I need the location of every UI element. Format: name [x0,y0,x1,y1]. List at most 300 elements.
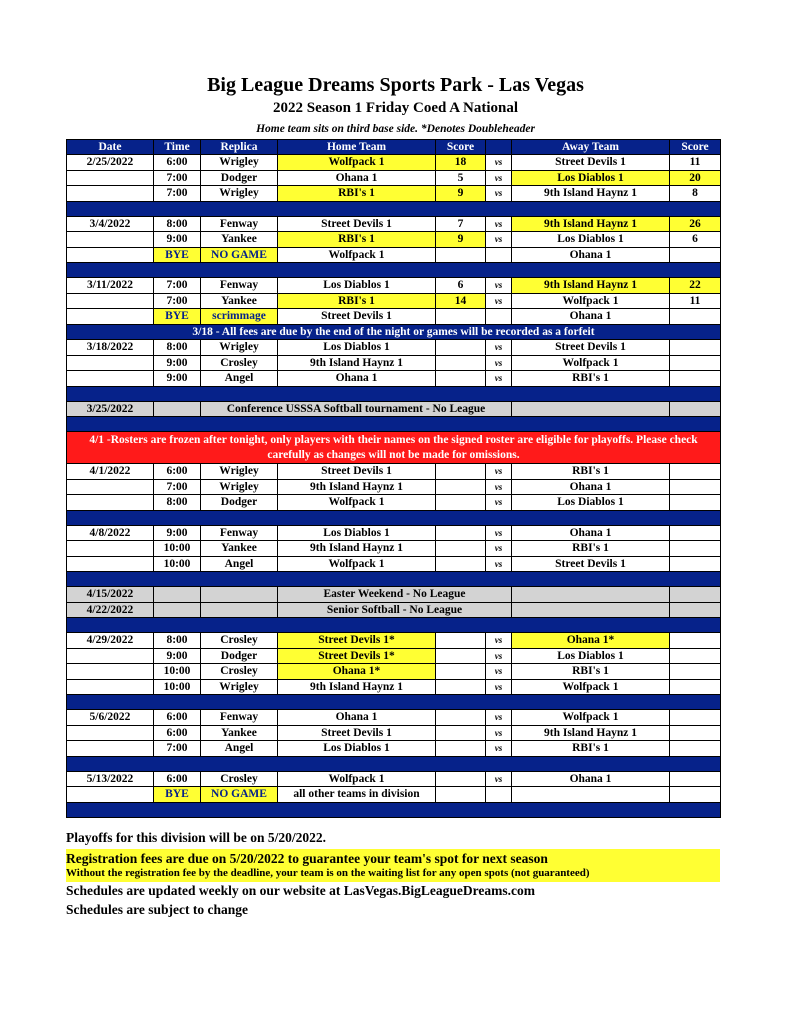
table-row [67,293,721,309]
home-team-cell: Los Diablos 1 [278,525,436,541]
page-subtitle: 2022 Season 1 Friday Coed A National [272,100,519,116]
separator-cell [67,263,721,278]
replica-cell: Yankee [201,725,278,741]
vs-cell: vs [486,371,512,387]
notice-text: 3/18 - All fees are due by the end of the night or games will be recorded as a forfeit [67,324,721,340]
away-team-cell: Los Diablos 1 [512,495,670,511]
away-score-cell [670,648,721,664]
date-cell [67,293,154,309]
table-row [67,710,721,726]
column-header: Away Team [512,140,670,155]
empty-cell [154,587,201,603]
away-score-cell: 22 [670,278,721,294]
date-cell [67,664,154,680]
home-score-cell [436,371,486,387]
table-row [67,247,721,263]
date-cell: 4/22/2022 [67,602,154,618]
time-cell: 6:00 [154,771,201,787]
replica-cell: scrimmage [201,309,278,325]
date-cell [67,371,154,387]
away-team-cell: RBI's 1 [512,541,670,557]
empty-cell [154,602,201,618]
home-score-cell [436,525,486,541]
away-team-cell: RBI's 1 [512,371,670,387]
separator-row [67,572,721,587]
home-team-cell: Street Devils 1 [278,725,436,741]
away-team-cell: Ohana 1 [512,525,670,541]
replica-cell: Wrigley [201,679,278,695]
table-row [67,278,721,294]
vs-cell: vs [486,495,512,511]
date-cell [67,232,154,248]
separator-row [67,510,721,525]
table-header [67,140,721,155]
separator-cell [67,386,721,401]
vs-cell [486,787,512,803]
table-row [67,679,721,695]
time-cell: 10:00 [154,556,201,572]
vs-cell: vs [486,679,512,695]
vs-cell: vs [486,556,512,572]
separator-row [67,695,721,710]
away-score-cell [670,541,721,557]
no-league-row [67,602,721,618]
vs-cell: vs [486,216,512,232]
home-team-cell: Street Devils 1 [278,216,436,232]
home-team-cell: 9th Island Haynz 1 [278,541,436,557]
date-cell [67,247,154,263]
home-team-cell: Ohana 1 [278,710,436,726]
home-team-cell: Ohana 1 [278,170,436,186]
vs-cell: vs [486,741,512,757]
time-cell: 9:00 [154,371,201,387]
home-score-cell [436,725,486,741]
table-row [67,170,721,186]
vs-cell: vs [486,155,512,171]
separator-cell [67,417,721,432]
away-team-cell: Los Diablos 1 [512,648,670,664]
date-cell: 3/18/2022 [67,340,154,356]
page-title: Big League Dreams Sports Park - Las Vegas [207,74,584,96]
replica-cell: Angel [201,741,278,757]
away-score-cell [670,725,721,741]
time-cell: BYE [154,787,201,803]
time-cell: 6:00 [154,464,201,480]
away-score-cell [670,525,721,541]
away-score-cell [670,247,721,263]
away-score-cell [670,556,721,572]
no-league-text: Conference USSSA Softball tournament - No League [201,401,512,417]
time-cell: 7:00 [154,741,201,757]
empty-cell [154,401,201,417]
away-score-cell [670,495,721,511]
away-score-cell [670,371,721,387]
home-team-cell: RBI's 1 [278,293,436,309]
home-score-cell: 18 [436,155,486,171]
replica-cell: Crosley [201,664,278,680]
table-row [67,556,721,572]
vs-cell: vs [486,710,512,726]
home-team-cell: 9th Island Haynz 1 [278,679,436,695]
date-cell: 4/29/2022 [67,633,154,649]
home-score-cell [436,771,486,787]
vs-cell: vs [486,355,512,371]
home-score-cell [436,664,486,680]
date-cell [67,648,154,664]
replica-cell: Wrigley [201,340,278,356]
notice-row [67,324,721,340]
date-cell: 4/1/2022 [67,464,154,480]
empty-cell [512,587,670,603]
registration-subtext: Without the registration fee by the deadline, your team is on the waiting list for any open spots (not guaranteed) [66,867,590,879]
home-team-cell: Street Devils 1* [278,648,436,664]
away-team-cell: Wolfpack 1 [512,710,670,726]
away-team-cell: Ohana 1 [512,309,670,325]
away-team-cell: 9th Island Haynz 1 [512,216,670,232]
time-cell: 7:00 [154,170,201,186]
vs-cell: vs [486,232,512,248]
away-team-cell: Street Devils 1 [512,340,670,356]
table-row [67,525,721,541]
empty-cell [512,401,670,417]
separator-row [67,201,721,216]
table-row [67,541,721,557]
date-cell [67,541,154,557]
table-row [67,771,721,787]
time-cell: BYE [154,247,201,263]
table-row [67,648,721,664]
table-row [67,725,721,741]
home-score-cell [436,633,486,649]
date-cell: 2/25/2022 [67,155,154,171]
date-cell [67,309,154,325]
roster-alert-row [67,432,721,464]
time-cell: 9:00 [154,525,201,541]
column-header: Time [154,140,201,155]
home-score-cell: 6 [436,278,486,294]
home-score-cell: 7 [436,216,486,232]
time-cell: 8:00 [154,340,201,356]
column-header: Replica [201,140,278,155]
table-row [67,495,721,511]
home-score-cell: 9 [436,232,486,248]
replica-cell: Yankee [201,293,278,309]
away-score-cell [670,664,721,680]
vs-cell: vs [486,479,512,495]
away-score-cell: 20 [670,170,721,186]
home-team-cell: all other teams in division [278,787,436,803]
replica-cell: Fenway [201,710,278,726]
home-score-cell [436,787,486,803]
home-team-cell: Wolfpack 1 [278,247,436,263]
no-league-text: Easter Weekend - No League [278,587,512,603]
vs-cell: vs [486,278,512,294]
replica-cell: Yankee [201,232,278,248]
empty-cell [670,401,721,417]
date-cell [67,556,154,572]
change-note: Schedules are subject to change [66,902,248,917]
home-score-cell: 9 [436,186,486,202]
away-score-cell [670,464,721,480]
vs-cell: vs [486,293,512,309]
date-cell: 3/4/2022 [67,216,154,232]
away-score-cell [670,787,721,803]
replica-cell: Wrigley [201,464,278,480]
home-score-cell [436,556,486,572]
time-cell: 8:00 [154,216,201,232]
vs-cell: vs [486,541,512,557]
date-cell: 3/25/2022 [67,401,154,417]
away-score-cell [670,633,721,649]
home-team-cell: Los Diablos 1 [278,278,436,294]
away-team-cell: Los Diablos 1 [512,232,670,248]
home-team-cell: RBI's 1 [278,186,436,202]
away-team-cell: Wolfpack 1 [512,293,670,309]
home-team-cell: Ohana 1 [278,371,436,387]
playoffs-note: Playoffs for this division will be on 5/20/2022. [66,830,327,845]
date-cell [67,495,154,511]
empty-cell [201,602,278,618]
table-row [67,186,721,202]
away-team-cell [512,787,670,803]
away-score-cell [670,710,721,726]
date-cell [67,170,154,186]
empty-cell [201,587,278,603]
away-score-cell: 11 [670,293,721,309]
vs-cell [486,247,512,263]
registration-text: Registration fees are due on 5/20/2022 to guarantee your team's spot for next season [66,851,548,866]
replica-cell: Dodger [201,495,278,511]
roster-alert-text: 4/1 -Rosters are frozen after tonight, only players with their names on the signed roster are eligible for playoffs. Please check carefully as changes will not be made for omissions. [67,432,721,464]
replica-cell: Angel [201,556,278,572]
vs-cell: vs [486,464,512,480]
table-row [67,741,721,757]
home-team-cell: 9th Island Haynz 1 [278,479,436,495]
time-cell: 10:00 [154,664,201,680]
table-row [67,664,721,680]
separator-cell [67,618,721,633]
website-note: Schedules are updated weekly on our website at LasVegas.BigLeagueDreams.com [66,883,536,898]
date-cell: 3/11/2022 [67,278,154,294]
replica-cell: Crosley [201,771,278,787]
home-team-cell: RBI's 1 [278,232,436,248]
table-row [67,633,721,649]
home-score-cell [436,495,486,511]
vs-cell [486,309,512,325]
away-team-cell: Wolfpack 1 [512,679,670,695]
time-cell: 9:00 [154,232,201,248]
table-row [67,371,721,387]
table-row [67,155,721,171]
home-team-cell: Wolfpack 1 [278,495,436,511]
column-header: Score [670,140,721,155]
time-cell: 8:00 [154,495,201,511]
away-team-cell: RBI's 1 [512,464,670,480]
home-score-cell [436,741,486,757]
time-cell: 9:00 [154,355,201,371]
column-header: Date [67,140,154,155]
home-score-cell [436,710,486,726]
home-score-cell: 14 [436,293,486,309]
vs-cell: vs [486,771,512,787]
separator-row [67,756,721,771]
away-team-cell: Street Devils 1 [512,155,670,171]
separator-row [67,263,721,278]
no-league-row [67,587,721,603]
home-team-cell: Wolfpack 1 [278,556,436,572]
away-team-cell: Wolfpack 1 [512,355,670,371]
date-cell [67,787,154,803]
separator-row [67,417,721,432]
away-score-cell [670,340,721,356]
schedule-table [66,139,721,818]
empty-cell [670,587,721,603]
time-cell: 10:00 [154,541,201,557]
table-row [67,464,721,480]
registration-note [66,849,720,882]
replica-cell: Fenway [201,278,278,294]
date-cell: 4/8/2022 [67,525,154,541]
home-team-cell: Los Diablos 1 [278,741,436,757]
home-score-cell [436,355,486,371]
home-score-cell [436,541,486,557]
home-score-cell [436,464,486,480]
date-cell: 5/6/2022 [67,710,154,726]
home-team-cell: Street Devils 1* [278,633,436,649]
home-team-note: Home team sits on third base side. *Denotes Doubleheader [256,123,535,135]
time-cell: 10:00 [154,679,201,695]
no-league-text: Senior Softball - No League [278,602,512,618]
away-score-cell: 6 [670,232,721,248]
separator-cell [67,572,721,587]
away-score-cell: 26 [670,216,721,232]
home-team-cell: Street Devils 1 [278,464,436,480]
away-team-cell: Ohana 1 [512,479,670,495]
time-cell: 6:00 [154,710,201,726]
table-row [67,355,721,371]
separator-row [67,618,721,633]
away-score-cell: 11 [670,155,721,171]
separator-row [67,386,721,401]
time-cell: 6:00 [154,155,201,171]
time-cell: 9:00 [154,648,201,664]
vs-cell: vs [486,725,512,741]
table-row [67,479,721,495]
replica-cell: Angel [201,371,278,387]
home-team-cell: Ohana 1* [278,664,436,680]
column-header [486,140,512,155]
home-score-cell [436,679,486,695]
replica-cell: Crosley [201,355,278,371]
replica-cell: Yankee [201,541,278,557]
away-team-cell: Ohana 1 [512,247,670,263]
vs-cell: vs [486,633,512,649]
time-cell: 7:00 [154,186,201,202]
time-cell: 7:00 [154,278,201,294]
table-row [67,787,721,803]
date-cell [67,479,154,495]
date-cell [67,741,154,757]
separator-cell [67,510,721,525]
separator-row [67,802,721,817]
away-team-cell: Ohana 1* [512,633,670,649]
home-team-cell: Los Diablos 1 [278,340,436,356]
away-score-cell [670,479,721,495]
replica-cell: Fenway [201,216,278,232]
away-team-cell: 9th Island Haynz 1 [512,186,670,202]
no-league-row [67,401,721,417]
replica-cell: NO GAME [201,247,278,263]
replica-cell: Crosley [201,633,278,649]
table-row [67,340,721,356]
time-cell: 6:00 [154,725,201,741]
separator-cell [67,695,721,710]
away-team-cell: RBI's 1 [512,741,670,757]
date-cell [67,725,154,741]
home-team-cell: Wolfpack 1 [278,155,436,171]
home-score-cell: 5 [436,170,486,186]
vs-cell: vs [486,648,512,664]
empty-cell [512,602,670,618]
away-team-cell: Los Diablos 1 [512,170,670,186]
date-cell: 4/15/2022 [67,587,154,603]
home-score-cell [436,648,486,664]
away-team-cell: 9th Island Haynz 1 [512,278,670,294]
time-cell: 7:00 [154,479,201,495]
away-team-cell: RBI's 1 [512,664,670,680]
separator-cell [67,802,721,817]
away-score-cell [670,355,721,371]
away-score-cell [670,679,721,695]
away-score-cell [670,309,721,325]
home-score-cell [436,479,486,495]
replica-cell: Wrigley [201,479,278,495]
away-team-cell: Ohana 1 [512,771,670,787]
table-row [67,232,721,248]
away-score-cell [670,771,721,787]
replica-cell: Fenway [201,525,278,541]
home-team-cell: Street Devils 1 [278,309,436,325]
time-cell: 8:00 [154,633,201,649]
home-score-cell [436,247,486,263]
empty-cell [670,602,721,618]
replica-cell: Wrigley [201,186,278,202]
time-cell: BYE [154,309,201,325]
replica-cell: Dodger [201,170,278,186]
replica-cell: Wrigley [201,155,278,171]
date-cell [67,186,154,202]
replica-cell: NO GAME [201,787,278,803]
table-row [67,216,721,232]
column-header: Score [436,140,486,155]
date-cell [67,355,154,371]
vs-cell: vs [486,664,512,680]
vs-cell: vs [486,186,512,202]
vs-cell: vs [486,525,512,541]
date-cell [67,679,154,695]
vs-cell: vs [486,170,512,186]
home-team-cell: 9th Island Haynz 1 [278,355,436,371]
home-team-cell: Wolfpack 1 [278,771,436,787]
table-row [67,309,721,325]
away-team-cell: Street Devils 1 [512,556,670,572]
replica-cell: Dodger [201,648,278,664]
away-team-cell: 9th Island Haynz 1 [512,725,670,741]
home-score-cell [436,309,486,325]
time-cell: 7:00 [154,293,201,309]
away-score-cell: 8 [670,186,721,202]
separator-cell [67,756,721,771]
